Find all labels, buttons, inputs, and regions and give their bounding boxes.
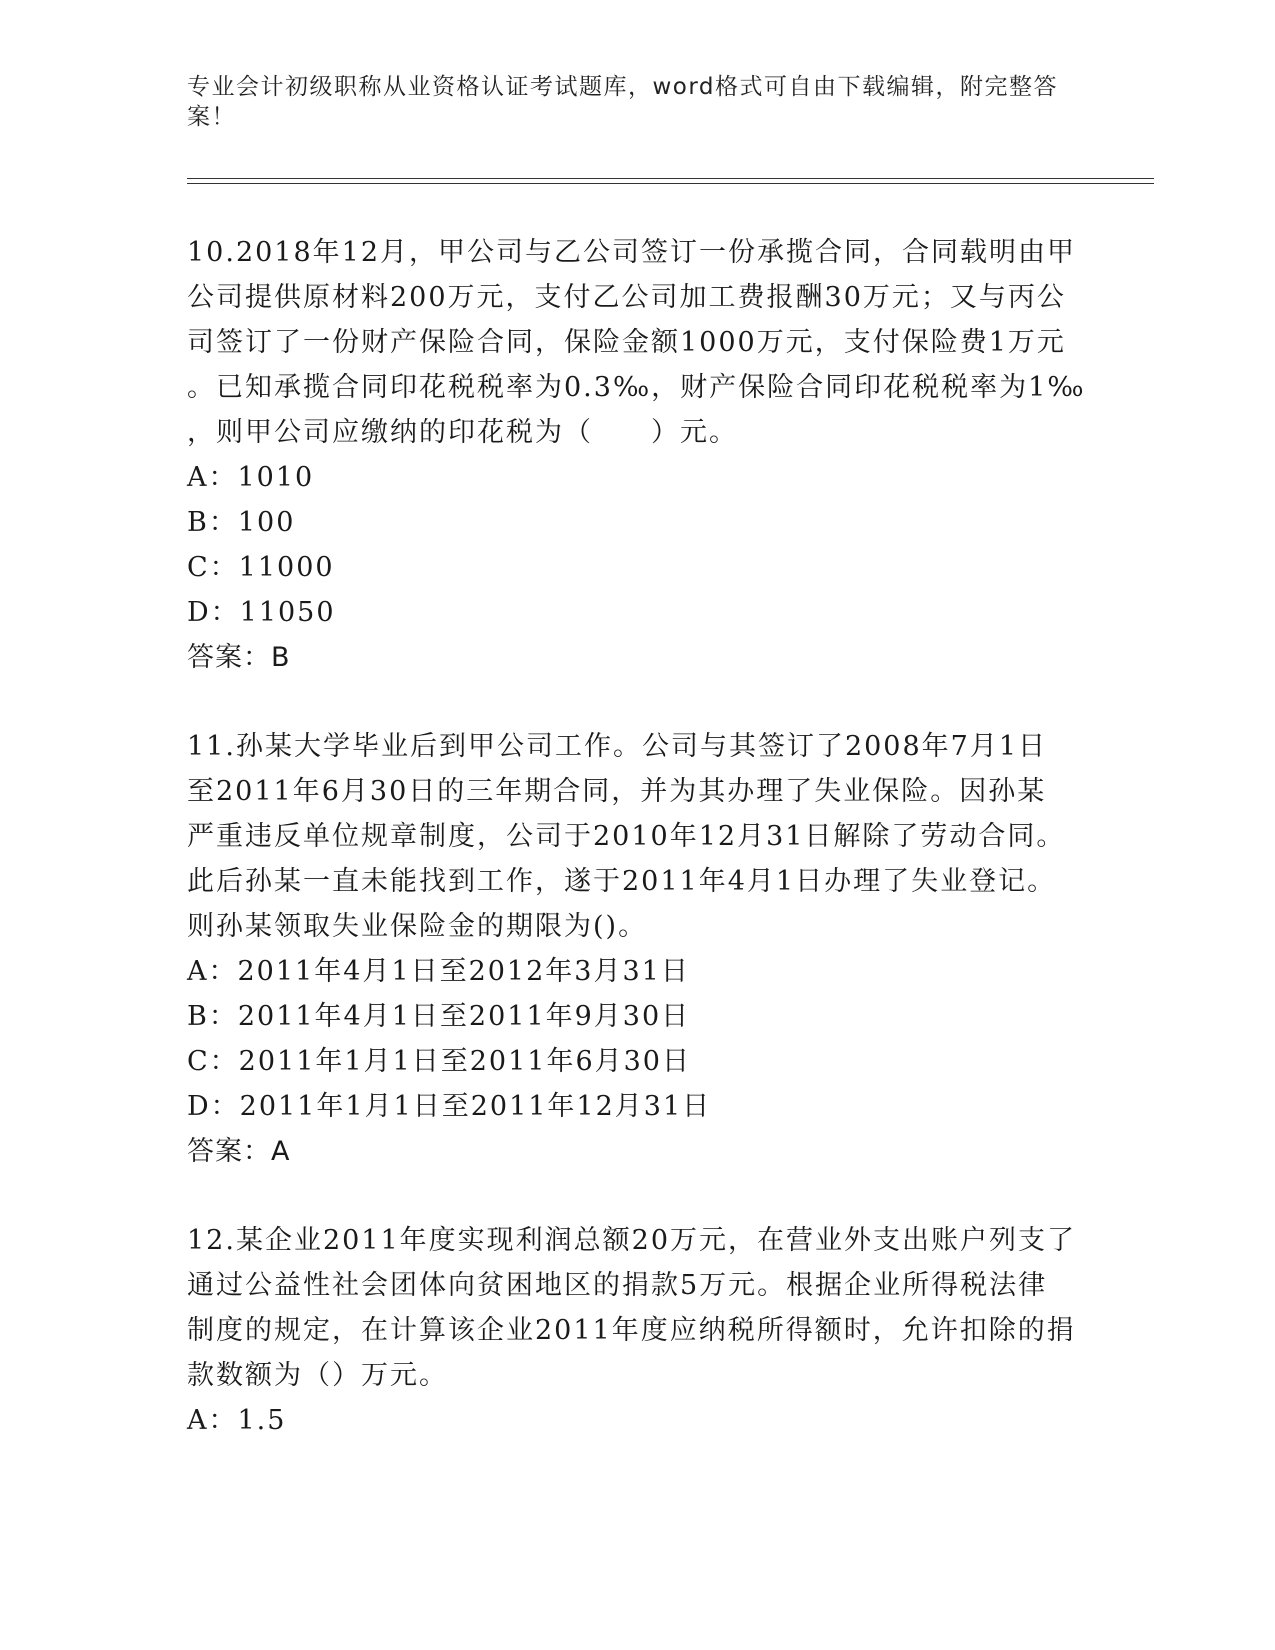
- question-list: [187, 230, 1086, 1443]
- question-text-line: 此后孙某一直未能找到工作，遂于2011年4月1日办理了失业登记。: [187, 866, 1057, 897]
- header-line: 专业会计初级职称从业资格认证考试题库，word格式可自由下载编辑，附完整答: [187, 74, 1059, 100]
- page-header: [187, 72, 1067, 132]
- question-text-line: 严重违反单位规章制度，公司于2010年12月31日解除了劳动合同。: [187, 821, 1066, 852]
- question-11: [187, 724, 1077, 1174]
- question-text-line: 公司提供原材料200万元，支付乙公司加工费报酬30万元；又与丙公: [187, 282, 1066, 313]
- answer-label: 答案：A: [187, 1136, 291, 1167]
- question-text-line: 11.孙某大学毕业后到甲公司工作。公司与其签订了2008年7月1日: [187, 731, 1048, 762]
- option-d: D：11050: [187, 597, 336, 628]
- question-text-line: 制度的规定，在计算该企业2011年度应纳税所得额时，允许扣除的捐: [187, 1315, 1076, 1346]
- question-text-line: 司签订了一份财产保险合同，保险金额1000万元，支付保险费1万元: [187, 327, 1066, 358]
- question-text-line: 通过公益性社会团体向贫困地区的捐款5万元。根据企业所得税法律: [187, 1270, 1048, 1301]
- question-text-line: 10.2018年12月，甲公司与乙公司签订一份承揽合同，合同载明由甲: [187, 237, 1077, 268]
- question-10: [187, 230, 1086, 680]
- option-a: A：1010: [187, 462, 315, 493]
- question-text-line: 至2011年6月30日的三年期合同，并为其办理了失业保险。因孙某: [187, 776, 1047, 807]
- option-a: A：2011年4月1日至2012年3月31日: [187, 956, 690, 987]
- option-c: C：11000: [187, 552, 335, 583]
- question-text-line: 12.某企业2011年度实现利润总额20万元，在营业外支出账户列支了: [187, 1225, 1077, 1256]
- header-line: 案！: [187, 104, 236, 130]
- option-b: B：100: [187, 507, 296, 538]
- question-text-line: 。已知承揽合同印花税税率为0.3‰，财产保险合同印花税税率为1‰: [187, 372, 1086, 403]
- option-c: C：2011年1月1日至2011年6月30日: [187, 1046, 691, 1077]
- header-divider: [187, 178, 1154, 179]
- question-text-line: 款数额为（）万元。: [187, 1360, 448, 1391]
- option-a: A：1.5: [187, 1405, 287, 1436]
- question-text-line: ，则甲公司应缴纳的印花税为（ ）元。: [187, 417, 738, 448]
- option-b: B：2011年4月1日至2011年9月30日: [187, 1001, 691, 1032]
- header-divider: [187, 183, 1154, 184]
- question-text-line: 则孙某领取失业保险金的期限为()。: [187, 911, 648, 942]
- question-12: [187, 1218, 1077, 1443]
- answer-label: 答案：B: [187, 642, 291, 673]
- option-d: D：2011年1月1日至2011年12月31日: [187, 1091, 712, 1122]
